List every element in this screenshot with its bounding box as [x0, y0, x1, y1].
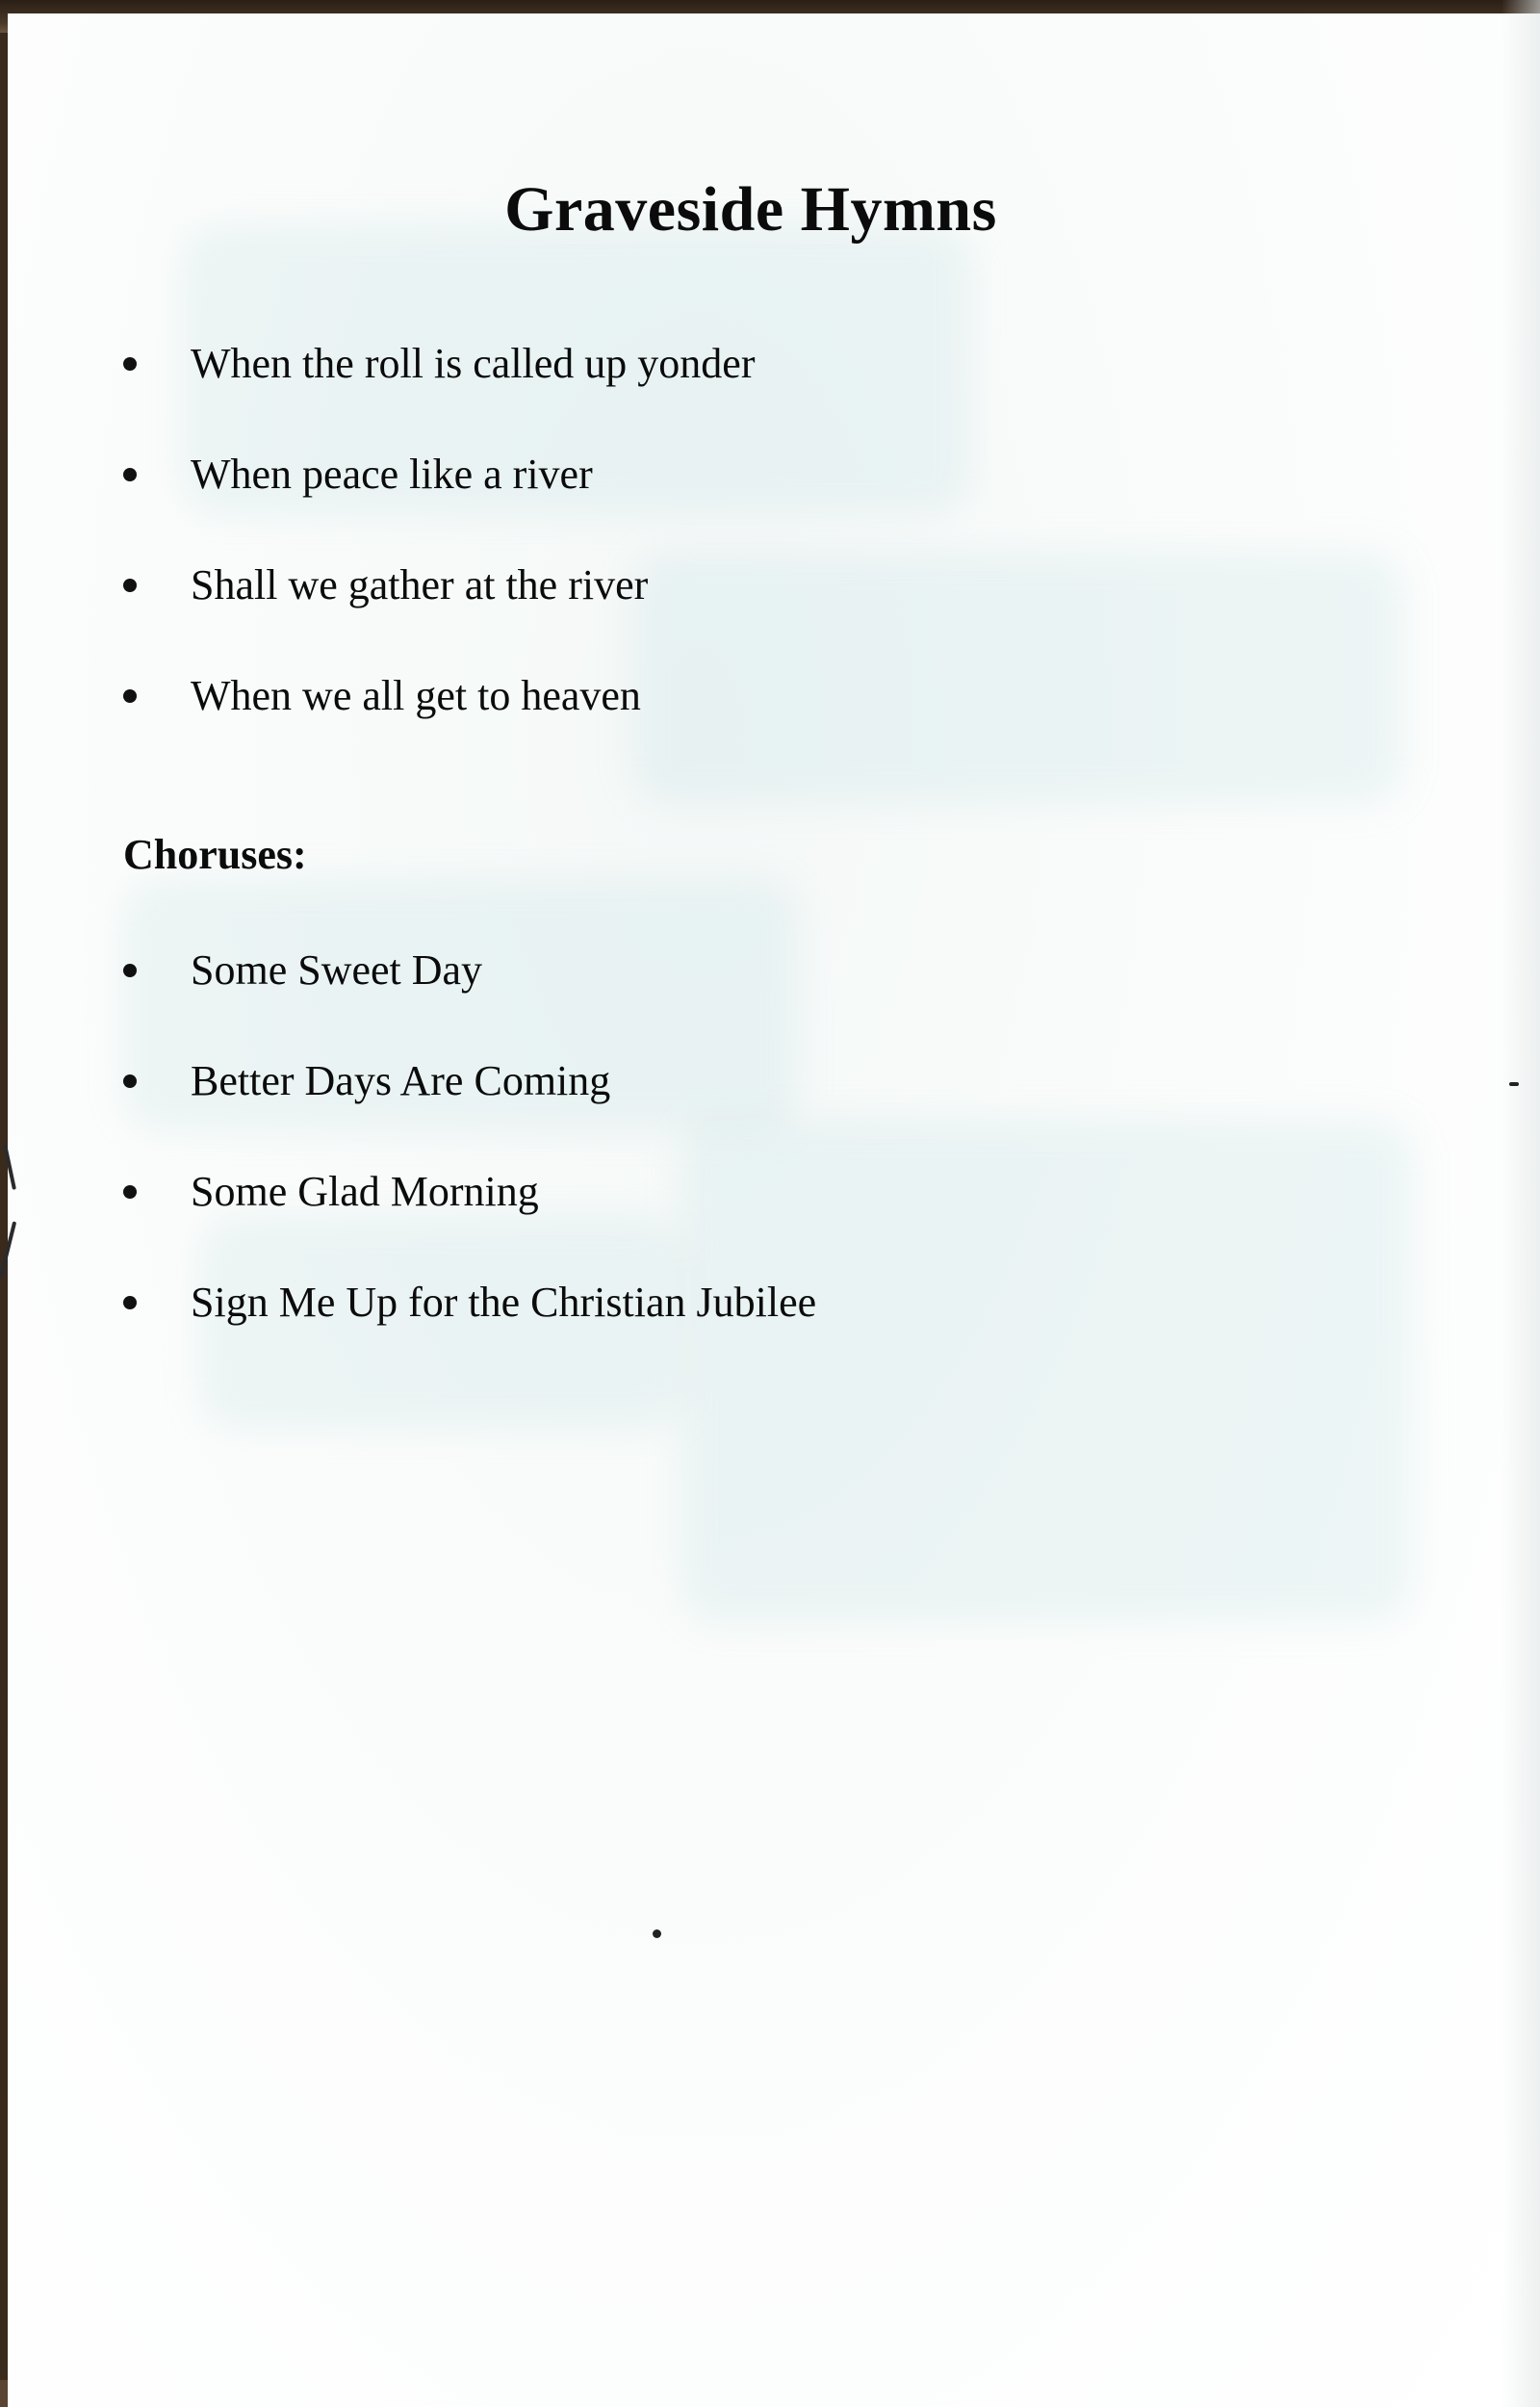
- ink-speck: [1509, 1082, 1519, 1086]
- list-item: [123, 915, 816, 1025]
- page-title: Graveside Hymns: [504, 174, 997, 245]
- list-item: [123, 530, 755, 640]
- chorus-title: Better Days Are Coming: [191, 1056, 611, 1104]
- ink-mark: [3, 1144, 16, 1190]
- chorus-title: Sign Me Up for the Christian Jubilee: [191, 1278, 817, 1326]
- list-item: [123, 419, 755, 530]
- bullet-icon: [123, 468, 137, 481]
- bullet-icon: [123, 1296, 137, 1309]
- hymn-title: When peace like a river: [191, 450, 593, 498]
- bullet-icon: [123, 1185, 137, 1199]
- ink-mark: [0, 1221, 16, 1278]
- hymn-title: When the roll is called up yonder: [191, 339, 756, 387]
- choruses-heading: Choruses:: [123, 831, 307, 878]
- list-item: [123, 308, 755, 419]
- list-item: [123, 1025, 816, 1136]
- bullet-icon: [123, 579, 137, 592]
- list-item: [123, 1136, 816, 1247]
- chorus-list: [123, 915, 816, 1358]
- hymn-title: When we all get to heaven: [191, 671, 641, 719]
- hymn-title: Shall we gather at the river: [191, 560, 649, 608]
- bullet-icon: [123, 689, 137, 703]
- chorus-title: Some Glad Morning: [191, 1167, 539, 1215]
- bullet-icon: [123, 357, 137, 371]
- hymn-list: [123, 308, 755, 751]
- ink-speck: [653, 1929, 661, 1938]
- list-item: [123, 1247, 816, 1358]
- list-item: [123, 640, 755, 751]
- bullet-icon: [123, 1074, 137, 1088]
- bullet-icon: [123, 964, 137, 977]
- chorus-title: Some Sweet Day: [191, 945, 483, 994]
